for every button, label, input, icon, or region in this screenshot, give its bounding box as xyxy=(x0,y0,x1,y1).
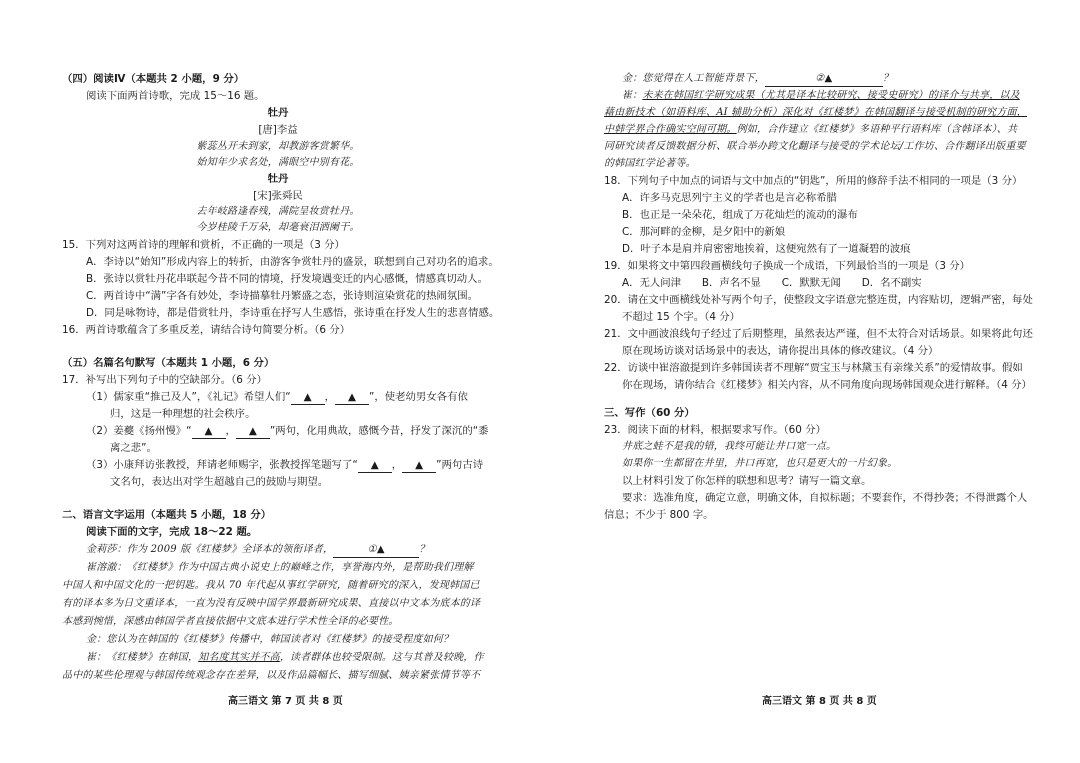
question-21-line-1: 21．文中画波浪线句子经过了后期整理，虽然表达严谨，但不太符合对话场景。如果将此句还 xyxy=(604,328,1033,340)
right-page xyxy=(604,0,1034,763)
question-16: 16．两首诗歌蕴含了多重反差，请结合诗句简要分析。（6 分） xyxy=(62,324,351,336)
poem-1-line-1: 紫蕊丛开未到家，却教游客赏繁华。 xyxy=(196,141,360,152)
question-18-option-d: D．叶子本是肩并肩密密地挨着，这便宛然有了一道凝碧的波痕 xyxy=(622,243,911,255)
question-17-1-line-2: 归，这是一种理想的社会秩序。 xyxy=(110,408,256,420)
dialogue-line-2: 崔溶澈：《红楼梦》作为中国古典小说史上的巅峰之作，享誉海内外，是帮助我们理解 xyxy=(86,562,474,573)
question-18-option-c: C．那河畔的金柳，是夕阳中的新娘 xyxy=(622,226,786,238)
question-18-option-a: A．许多马克思列宁主义的学者也是言必称希腊 xyxy=(622,192,837,204)
question-17: 17．补写出下列句子中的空缺部分。（6 分） xyxy=(62,374,267,386)
dialogue-line-3: 中国人和中国文化的一把钥匙。我从 70 年代起从事红学研究，随着研究的深入，发现韩国已 xyxy=(62,580,480,591)
poem-2-line-1: 去年岐路逢春残，满院呈妆赏牡丹。 xyxy=(196,206,360,217)
dialogue-line-6: 金：您认为在韩国的《红楼梦》传播中，韩国读者对《红楼梦》的接受程度如何？ xyxy=(86,634,454,645)
dialogue-answer-line-3: 中韩学界合作确实空间可期。例如，合作建立《红楼梦》多语种平行语料库（含韩译本）、共 xyxy=(604,124,1018,135)
question-15-option-a: A．李诗以“始知”形成内容上的转折，由游客争赏牡丹的盛景，联想到自己对功名的追求。 xyxy=(86,256,499,268)
question-17-3-line-2: 文名句，表达出对学生超越自己的鼓励与期望。 xyxy=(110,476,329,488)
question-19: 19．如果将文中第四段画横线句子换成一个成语，下列最恰当的一项是（3 分） xyxy=(604,260,971,272)
question-19-options: A．无人问津 B．声名不显 C．默默无闻 D．名不副实 xyxy=(622,277,922,289)
dialogue-answer-line-4: 同研究读者反馈数据分析、联合举办跨文化翻译与接受的学术论坛/工作坊、合作翻译出版重要 xyxy=(604,141,1026,152)
requirements-line-2: 信息；不少于 800 字。 xyxy=(604,509,714,521)
section-5-title: （五）名篇名句默写（本题共 1 小题，6 分） xyxy=(62,357,275,369)
material-prompt: 以上材料引发了你怎样的联想和思考？请写一篇文章。 xyxy=(622,475,872,487)
dialogue-line-8: 品中的某些伦理观与韩国传统观念存在差异，以及作品篇幅长、描写细腻、姨亲紧张情节等不 xyxy=(62,670,481,681)
question-21-line-2: 原在现场访谈对话场景中的表达，请你提出具体的修改建议。（4 分） xyxy=(622,345,939,357)
dialogue-answer-line-5: 的韩国红学论著等。 xyxy=(604,158,696,169)
page-7-footer: 高三语文 第 7 页 共 8 页 xyxy=(228,696,343,707)
question-22-line-2: 你在现场，请你结合《红楼梦》相关内容，从不同角度向现场韩国观众进行解释。（4 分） xyxy=(622,379,1032,391)
question-17-2-line-1: （2）姜夔《扬州慢》“ ▲ ， ▲ ”两句，化用典故，感慨今昔，抒发了深沉的“黍 xyxy=(86,425,489,437)
poem-2-line-2: 今岁桂陵千万朵，却毫衰泪洒阑干。 xyxy=(196,222,360,233)
question-20-line-2: 不超过 15 个字。（4 分） xyxy=(622,311,741,323)
section-3-title: 三、写作（60 分） xyxy=(604,407,695,419)
question-18-option-b: B．也正是一朵朵花，组成了万花灿烂的流动的瀑布 xyxy=(622,209,858,221)
dialogue-line-5: 本感到惋惜，深感由韩国学者直接依据中文底本进行学术性全译的必要性。 xyxy=(62,616,399,627)
question-20-line-1: 20．请在文中画横线处补写两个句子，使整段文字语意完整连贯，内容贴切，逻辑严密，每处 xyxy=(604,294,1033,306)
underlined-sentence: 知名度其实并不高 xyxy=(198,652,280,663)
page-8-footer: 高三语文 第 8 页 共 8 页 xyxy=(762,696,877,707)
left-page xyxy=(58,0,498,763)
requirements-line-1: 要求：选准角度，确定立意，明确文体，自拟标题；不要套作，不得抄袭；不得泄露个人 xyxy=(622,492,1028,504)
poem-2-author: [宋]张舜民 xyxy=(253,190,303,202)
poem-2-title: 牡丹 xyxy=(267,173,289,185)
question-17-3-line-1: （3）小康拜访张教授，拜请老师赐字，张教授挥笔题写了“ ▲ ， ▲ ”两句古诗 xyxy=(86,459,484,471)
question-17-2-line-2: 离之悲”。 xyxy=(110,442,157,454)
dialogue-line-7: 崔：《红楼梦》在韩国，知名度其实并不高，读者群体也较受限制。这与其普及较晚，作 xyxy=(86,652,484,663)
question-22-line-1: 22．访谈中崔溶澈提到许多韩国读者不理解“贾宝玉与林黛玉有亲缘关系”的爱情故事。假如 xyxy=(604,362,1023,374)
question-15: 15．下列对这两首诗的理解和赏析，不正确的一项是（3 分） xyxy=(62,239,345,251)
dialogue-question-2: 金：您觉得在人工智能背景下， ②▲ ？ xyxy=(622,72,893,87)
material-line-2: 如果你一生都留在井里，井口再宽，也只是更大的一片幻象。 xyxy=(622,458,898,469)
question-15-option-c: C．两首诗中“满”字各有妙处，李诗描摹牡丹繁盛之态，张诗则渲染赏花的热闹氛围。 xyxy=(86,290,479,302)
question-23: 23．阅读下面的材料，根据要求写作。（60 分） xyxy=(604,424,826,436)
question-18: 18．下列句子中加点的词语与文中加点的“钥匙”，所用的修辞手法不相同的一项是（3 分） xyxy=(604,175,1023,187)
poem-1-author: [唐]李益 xyxy=(258,124,298,136)
poem-1-title: 牡丹 xyxy=(267,107,289,119)
question-17-1-line-1: （1）儒家重“推己及人”，《礼记》希望人们“ ▲ ， ▲ ”，使老幼男女各有依 xyxy=(86,391,468,403)
poem-1-line-2: 始知年少求名处，满眼空中别有花。 xyxy=(196,157,360,168)
section-4-title: （四）阅读Ⅳ（本题共 2 小题，9 分） xyxy=(62,73,245,85)
section-2-instruction: 阅读下面的文字，完成 18～22 题。 xyxy=(86,526,258,538)
section-4-instruction: 阅读下面两首诗歌，完成 15～16 题。 xyxy=(86,90,265,102)
material-line-1: 井底之蛙不是我的错，我终可能让井口宽一点。 xyxy=(622,441,837,452)
question-15-option-b: B．张诗以赏牡丹花串联起今昔不同的情境，抒发境遇变迁的内心感慨，情感真切动人。 xyxy=(86,273,488,285)
question-15-option-d: D．同是咏物诗，都是借赏牡丹，李诗重在抒写人生感悟，张诗重在抒发人生的悲喜情感。 xyxy=(86,307,500,319)
dialogue-answer-line-1: 崔：未来在韩国红学研究成果（尤其是译本比较研究、接受史研究）的译介与共享，以及 xyxy=(622,90,1020,101)
dialogue-line-4: 有的译本多为日文重译本，一直为没有反映中国学界最新研究成果、直接以中文本为底本的译 xyxy=(62,598,481,609)
dialogue-line-1: 金莉莎：作为 2009 版《红楼梦》全译本的领衔译者， ①▲ ？ xyxy=(86,543,429,558)
section-2-title: 二、语言文字运用（本题共 5 小题，18 分） xyxy=(62,509,272,521)
dialogue-answer-line-2: 藉由新技术（如语料库、AI 辅助分析）深化对《红楼梦》在韩国翻译与接受机制的研究方面， xyxy=(604,107,1027,118)
